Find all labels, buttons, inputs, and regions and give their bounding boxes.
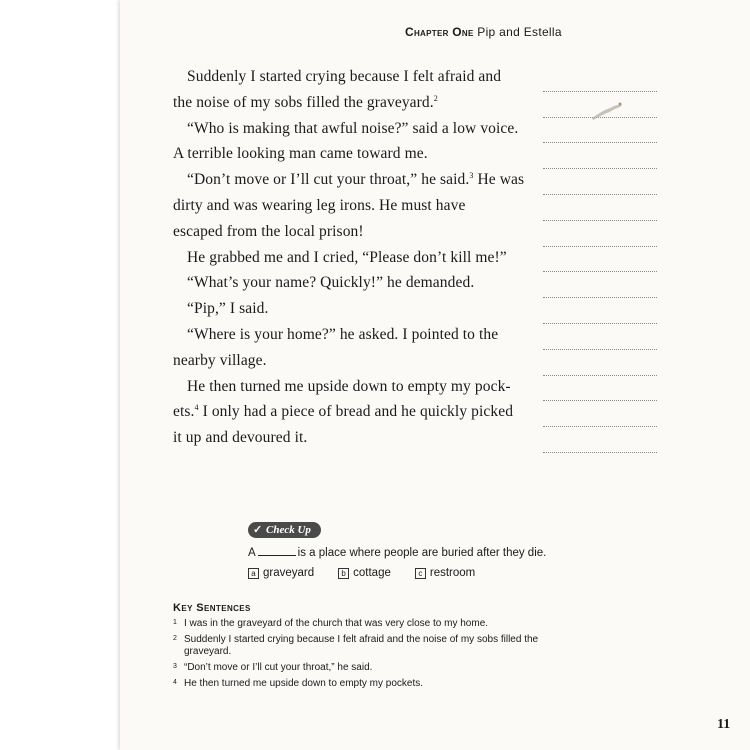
key-sentence: 2 Suddenly I started crying because I felt afraid and the noise of my sobs filled the graveyard. [173,634,539,657]
key-sentences-title: Key Sentences [173,602,251,614]
text-line: it up and devoured it. [173,429,308,447]
note-line [543,272,657,298]
check-up-question: A is a place where people are buried after they die. [248,547,547,559]
option-c[interactable]: c restroom [415,567,475,579]
note-line [543,324,657,350]
note-line [543,376,657,402]
text-line: escaped from the local prison! [173,222,364,240]
answer-blank [258,555,296,556]
footnote-marker: 2 [433,93,438,103]
chapter-label: Chapter One [405,25,474,39]
text-line: dirty and was wearing leg irons. He must have [173,196,466,214]
text-line: “Where is your home?” he asked. I pointed to the [187,325,499,343]
note-lines [543,66,657,453]
text-line: “Don’t move or I’ll cut your throat,” he said.$^3$ He was [187,171,525,189]
check-up-badge: ✓ Check Up [248,522,321,538]
text-line: nearby village. [173,351,267,369]
check-icon: ✓ [253,524,263,536]
text-line: He grabbed me and I cried, “Please don’t kill me!” [187,248,507,266]
note-line [543,247,657,273]
footnote-marker: 3 [469,171,474,181]
option-b[interactable]: b cottage [338,567,391,579]
ink-stain [590,100,624,122]
text-line: He then turned me upside down to empty my pock- [187,377,511,395]
note-line [543,350,657,376]
chapter-title: Pip and Estella [477,25,562,39]
note-line [543,298,657,324]
key-sentence: 3 “Don’t move or I’ll cut your throat,” he said. [173,662,373,673]
note-line [543,221,657,247]
note-line [543,401,657,427]
text-line: the noise of my sobs filled the graveyard.$^2$ [173,93,438,111]
note-line [543,66,657,92]
note-line [543,427,657,453]
text-line: ets.$^4$ I only had a piece of bread and he quickly picked [173,403,514,421]
text-line: “Pip,” I said. [187,300,269,318]
running-header [405,25,562,39]
key-sentence: 1 I was in the graveyard of the church that was very close to my home. [173,618,489,629]
text-line: “What’s your name? Quickly!” he demanded. [187,274,475,292]
text-line: Suddenly I started crying because I felt afraid and [187,68,502,85]
page-number: 11 [717,717,731,732]
option-a[interactable]: a graveyard [248,567,314,579]
footnote-marker: 4 [194,403,199,413]
text-line: A terrible looking man came toward me. [173,145,428,163]
key-sentence: 4 He then turned me upside down to empty my pockets. [173,678,424,689]
story-text [173,64,533,451]
note-line [543,169,657,195]
key-sentences [173,602,543,690]
note-line [543,143,657,169]
check-up-section [248,520,548,579]
note-line [543,195,657,221]
answer-options [248,567,548,579]
text-line: “Who is making that awful noise?” said a low voice. [187,119,519,137]
